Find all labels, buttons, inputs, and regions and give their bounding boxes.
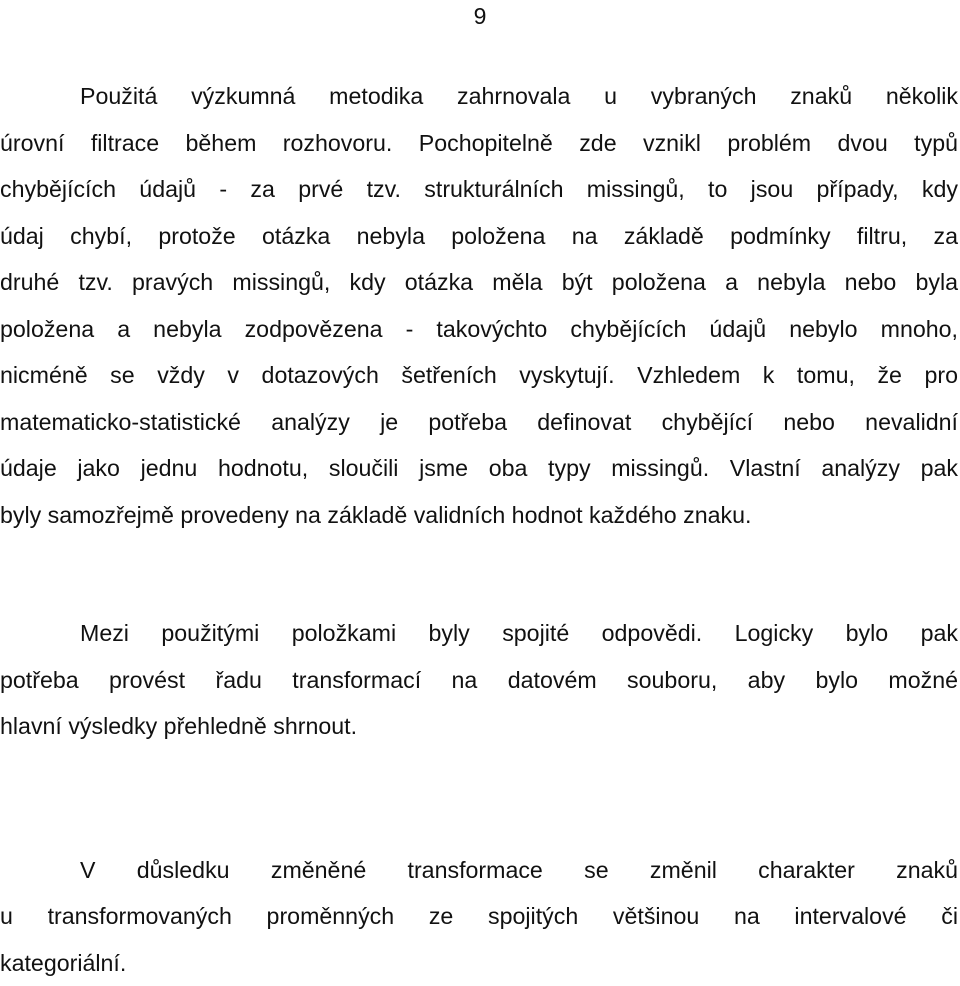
paragraph-line: hlavní výsledky přehledně shrnout.	[0, 703, 958, 750]
paragraph-line: Použitá výzkumná metodika zahrnovala u vybraných znaků několik	[0, 73, 958, 120]
paragraph-line: údaje jako jednu hodnotu, sloučili jsme oba typy missingů. Vlastní analýzy pak	[0, 445, 958, 492]
paragraph-line: druhé tzv. pravých missingů, kdy otázka měla být položena a nebyla nebo byla	[0, 259, 958, 306]
paragraph-line: kategoriální.	[0, 940, 958, 986]
document-body	[0, 73, 958, 986]
paragraph-line: údaj chybí, protože otázka nebyla položena na základě podmínky filtru, za	[0, 213, 958, 260]
paragraph-line: položena a nebyla zodpovězena - takovýchto chybějících údajů nebylo mnoho,	[0, 306, 958, 353]
paragraph-line: Mezi použitými položkami byly spojité odpovědi. Logicky bylo pak	[0, 610, 958, 657]
paragraph-line: matematicko-statistické analýzy je potřeba definovat chybějící nebo nevalidní	[0, 399, 958, 446]
paragraph-line: V důsledku změněné transformace se změnil charakter znaků	[0, 847, 958, 894]
paragraph-line: chybějících údajů - za prvé tzv. strukturálních missingů, to jsou případy, kdy	[0, 166, 958, 213]
paragraph-line: úrovní filtrace během rozhovoru. Pochopitelně zde vznikl problém dvou typů	[0, 120, 958, 167]
paragraph-spacer	[0, 750, 958, 847]
paragraph-methodology	[0, 73, 958, 538]
paragraph-line: potřeba provést řadu transformací na datovém souboru, aby bylo možné	[0, 657, 958, 704]
paragraph-transformations	[0, 610, 958, 750]
paragraph-line: byly samozřejmě provedeny na základě validních hodnot každého znaku.	[0, 492, 958, 539]
paragraph-line: u transformovaných proměnných ze spojitých většinou na intervalové či	[0, 893, 958, 940]
paragraph-consequence	[0, 847, 958, 986]
page-number: 9	[0, 2, 960, 30]
paragraph-line: nicméně se vždy v dotazových šetřeních vyskytují. Vzhledem k tomu, že pro	[0, 352, 958, 399]
paragraph-spacer	[0, 538, 958, 610]
